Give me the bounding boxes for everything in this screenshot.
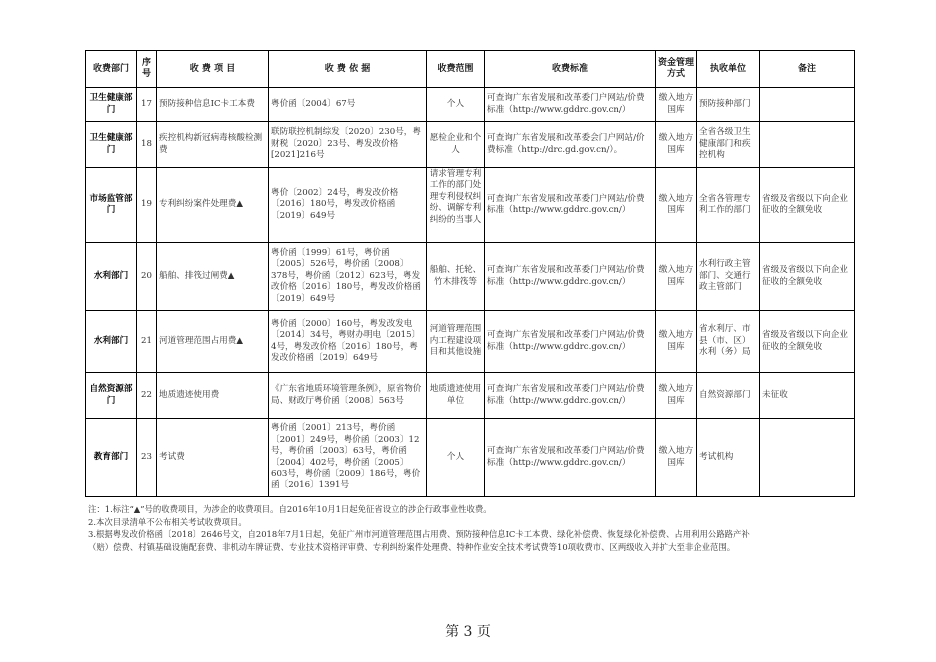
cell-no: 17	[137, 88, 157, 122]
cell-fund: 缴入地方国库	[656, 243, 697, 311]
table-row	[86, 122, 855, 168]
cell-unit: 全省各级卫生健康部门和疾控机构	[697, 122, 760, 168]
note-line: 3.根据粤发改价格函〔2018〕2646号文，自2018年7月1日起，免征广州市河道管理范围占用费、预防接种信息IC卡工本费、绿化补偿费、恢复绿化补偿费、占用利用公路路产补	[88, 529, 750, 539]
notes	[88, 503, 878, 553]
page-number: 第 3 页	[445, 624, 491, 640]
cell-dept: 市场监管部门	[86, 168, 137, 243]
cell-note: 未征收	[760, 373, 855, 419]
header-unit: 执收单位	[697, 51, 760, 88]
cell-dept: 水利部门	[86, 243, 137, 311]
cell-standard: 可查询广东省发展和改革委门户网站/价费标准（http://www.gddrc.gov.cn/）	[485, 168, 656, 243]
cell-dept: 卫生健康部门	[86, 88, 137, 122]
table-row	[86, 419, 855, 497]
cell-scope: 个人	[427, 419, 485, 497]
cell-basis: 联防联控机制综发〔2020〕230号，粤财税〔2020〕23号、粤发改价格[2021]216号	[269, 122, 427, 168]
header-basis: 收 费 依 据	[269, 51, 427, 88]
cell-note: 省级及省级以下向企业征收的全额免收	[760, 168, 855, 243]
cell-standard: 可查询广东省发展和改革委门户网站/价费标准（http://www.gddrc.gov.cn/）	[485, 243, 656, 311]
header-item: 收 费 项 目	[157, 51, 269, 88]
cell-no: 22	[137, 373, 157, 419]
cell-fund: 缴入地方国库	[656, 311, 697, 373]
header-standard: 收费标准	[485, 51, 656, 88]
cell-scope: 船舶、托轮、竹木排筏等	[427, 243, 485, 311]
cell-unit: 考试机构	[697, 419, 760, 497]
cell-no: 23	[137, 419, 157, 497]
cell-basis: 粤价函〔2000〕160号，粤发改发电〔2014〕34号，粤财办明电〔2015〕4号，粤发改价格〔2016〕180号，粤发改价格函〔2019〕649号	[269, 311, 427, 373]
header-row	[86, 51, 855, 88]
cell-note: 省级及省级以下向企业征收的全额免收	[760, 243, 855, 311]
cell-no: 20	[137, 243, 157, 311]
note-line: 2.本次目录清单不公布相关考试收费项目。	[88, 516, 247, 527]
note-line: （赔）偿费、村镇基础设施配套费、非机动车牌证费、专业技术资格评审费、专利纠纷案件处理费、特种作业安全技术考试费等10项收费市、区两级收入并扩大至非企业范围。	[88, 541, 736, 552]
cell-no: 18	[137, 122, 157, 168]
cell-basis: 粤价函〔2001〕213号，粤价函〔2001〕249号，粤价函〔2003〕12号，粤价函〔2003〕63号，粤价函〔2004〕402号，粤价函〔2005〕603号，粤价函〔2009〕186号，粤价函〔2016〕1391号	[269, 419, 427, 497]
cell-fund: 缴入地方国库	[656, 373, 697, 419]
cell-no: 19	[137, 168, 157, 243]
cell-fund: 缴入地方国库	[656, 122, 697, 168]
cell-scope	[427, 168, 485, 243]
cell-note: 省级及省级以下向企业征收的全额免收	[760, 311, 855, 373]
cell-fund: 缴入地方国库	[656, 88, 697, 122]
cell-scope: 愿检企业和个人	[427, 122, 485, 168]
cell-item: 河道管理范围占用费▲	[157, 311, 269, 373]
cell-scope-text: 请求管理专利工作的部门处理专利侵权纠纷、调解专利纠纷的当事人	[429, 169, 482, 225]
header-fund: 资金管理方式	[656, 51, 697, 88]
cell-note	[760, 419, 855, 497]
cell-scope: 地质遗迹使用单位	[427, 373, 485, 419]
cell-standard: 可查询广东省发展和改革委门户网站/价费标准（http://www.gddrc.gov.cn/）	[485, 419, 656, 497]
cell-standard: 可查询广东省发展和改革委门户网站/价费标准（http://www.gddrc.gov.cn/）	[485, 311, 656, 373]
cell-no: 21	[137, 311, 157, 373]
header-note: 备注	[760, 51, 855, 88]
cell-unit: 全省各管理专利工作的部门	[697, 168, 760, 243]
cell-item: 预防接种信息IC卡工本费	[157, 88, 269, 122]
cell-note	[760, 88, 855, 122]
cell-scope: 河道管理范围内工程建设项目和其他设施	[427, 311, 485, 373]
cell-item: 疾控机构新冠病毒核酸检测费	[157, 122, 269, 168]
cell-fund: 缴入地方国库	[656, 419, 697, 497]
cell-unit: 预防接种部门	[697, 88, 760, 122]
cell-dept: 卫生健康部门	[86, 122, 137, 168]
fee-table	[85, 50, 855, 497]
cell-basis: 粤价函〔1999〕61号，粤价函〔2005〕526号，粤价函〔2008〕378号，粤价函〔2012〕623号，粤发改价格〔2016〕180号，粤发改价格函〔2019〕649号	[269, 243, 427, 311]
cell-basis: 粤价〔2002〕24号，粤发改价格〔2016〕180号，粤发改价格函〔2019〕649号	[269, 168, 427, 243]
cell-standard: 可查询广东省发展和改革委门户网站/价费标准（http://www.gddrc.gov.cn/）	[485, 373, 656, 419]
table-row	[86, 243, 855, 311]
cell-unit: 省水利厅、市县（市、区）水利（务）局	[697, 311, 760, 373]
cell-basis: 粤价函〔2004〕67号	[269, 88, 427, 122]
table-row	[86, 88, 855, 122]
cell-item: 考试费	[157, 419, 269, 497]
cell-scope: 个人	[427, 88, 485, 122]
cell-basis: 《广东省地质环境管理条例》，原省物价局、财政厅粤价函〔2008〕563号	[269, 373, 427, 419]
note-line: 注：1.标注“▲”号的收费项目，为涉企的收费项目。自2016年10月1日起免征省设立的涉企行政事业性收费。	[88, 504, 492, 514]
table-row	[86, 311, 855, 373]
table-row	[86, 373, 855, 419]
header-scope: 收费范围	[427, 51, 485, 88]
cell-item: 船舶、排筏过闸费▲	[157, 243, 269, 311]
cell-unit: 自然资源部门	[697, 373, 760, 419]
cell-dept: 自然资源部门	[86, 373, 137, 419]
cell-dept: 教育部门	[86, 419, 137, 497]
cell-dept: 水利部门	[86, 311, 137, 373]
header-dept: 收费部门	[86, 51, 137, 88]
header-no: 序号	[137, 51, 157, 88]
cell-item: 专利纠纷案件处理费▲	[157, 168, 269, 243]
cell-standard: 可查询广东省发展和改革委门户网站/价费标准（http://www.gddrc.gov.cn/）	[485, 88, 656, 122]
cell-unit: 水利行政主管部门、交通行政主管部门	[697, 243, 760, 311]
cell-standard: 可查询广东省发展和改革委会门户网站/价费标准（http://drc.gd.gov.cn/）。	[485, 122, 656, 168]
table-row	[86, 168, 855, 243]
cell-note	[760, 122, 855, 168]
cell-fund: 缴入地方国库	[656, 168, 697, 243]
cell-item: 地质遗迹使用费	[157, 373, 269, 419]
